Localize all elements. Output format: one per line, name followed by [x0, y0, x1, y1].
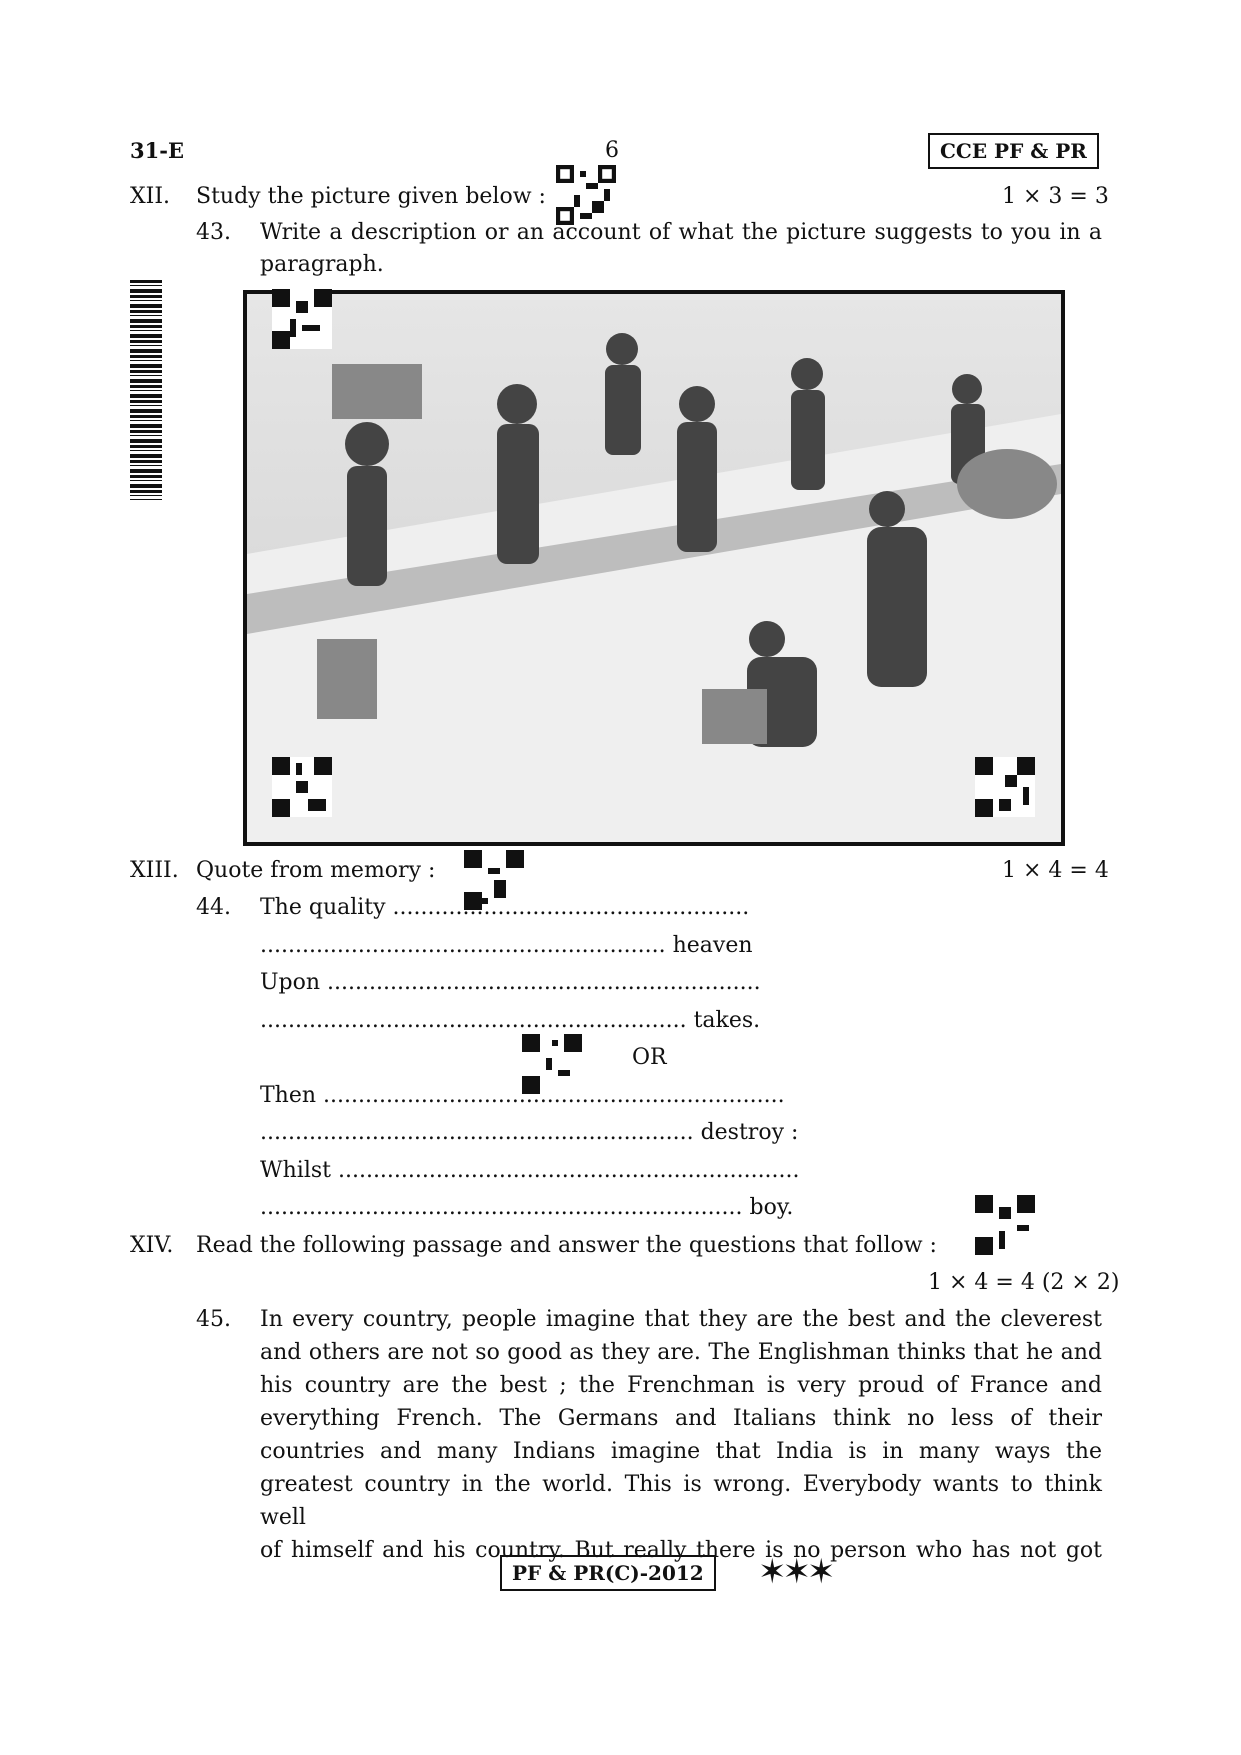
- barcode-icon: [130, 280, 162, 500]
- passage-line: of himself and his country. But really there is no person who has not got: [260, 1538, 1102, 1563]
- qr-code-icon: [975, 1195, 1035, 1255]
- poem-line-3: Upon ..............................................................: [260, 970, 761, 995]
- section-14-numeral: XIV.: [130, 1233, 174, 1258]
- section-14-marks: 1 × 4 = 4 (2 × 2): [928, 1270, 1120, 1295]
- poem-line-4: ............................................................. takes.: [260, 1008, 761, 1033]
- passage-line: his country are the best ; the Frenchman is very proud of France and: [260, 1373, 1102, 1398]
- illustration-drawing: [247, 294, 1061, 842]
- poem-line-1: The quality ...................................................: [260, 895, 750, 920]
- passage-line: countries and many Indians imagine that India is in many ways the: [260, 1439, 1102, 1464]
- qr-code-icon: [975, 757, 1035, 817]
- passage-line: greatest country in the world. This is wrong. Everybody wants to think well: [260, 1472, 1102, 1530]
- alt-poem-line-4: ..................................................................... boy.: [260, 1195, 794, 1220]
- question-43-text: Write a description or an account of what the picture suggests to you in a: [260, 220, 1102, 245]
- section-13-instruction: Quote from memory :: [196, 858, 436, 883]
- section-14-instruction: Read the following passage and answer the questions that follow :: [196, 1233, 937, 1258]
- alt-poem-line-1: Then ..................................................................: [260, 1083, 785, 1108]
- passage-line: everything French. The Germans and Italians think no less of their: [260, 1406, 1102, 1431]
- question-43-text-cont: paragraph.: [260, 252, 384, 277]
- qr-code-icon: [272, 289, 332, 349]
- street-scene-illustration: [243, 290, 1065, 846]
- passage: [260, 1303, 1102, 1567]
- poem-line-2: .......................................................... heaven: [260, 933, 753, 958]
- alt-poem-line-3: Whilst ..................................................................: [260, 1158, 800, 1183]
- page-number: 6: [605, 138, 619, 163]
- passage-line: In every country, people imagine that they are the best and the cleverest: [260, 1307, 1102, 1332]
- stars-icon: ✶✶✶: [758, 1552, 832, 1592]
- section-12-numeral: XII.: [130, 184, 171, 209]
- series-box: CCE PF & PR: [928, 133, 1099, 169]
- question-44-number: 44.: [196, 895, 231, 920]
- question-45-number: 45.: [196, 1307, 231, 1332]
- question-43-number: 43.: [196, 220, 231, 245]
- section-13-numeral: XIII.: [130, 858, 179, 883]
- or-label: OR: [632, 1045, 667, 1070]
- paper-code: 31-E: [130, 138, 184, 163]
- footer-code-box: PF & PR(C)-2012: [500, 1555, 716, 1591]
- alt-poem-line-2: .............................................................. destroy :: [260, 1120, 799, 1145]
- section-13-marks: 1 × 4 = 4: [1002, 858, 1109, 883]
- section-12-instruction: Study the picture given below :: [196, 184, 546, 209]
- passage-line: and others are not so good as they are. The Englishman thinks that he and: [260, 1340, 1102, 1365]
- section-12-marks: 1 × 3 = 3: [1002, 184, 1109, 209]
- qr-code-icon: [272, 757, 332, 817]
